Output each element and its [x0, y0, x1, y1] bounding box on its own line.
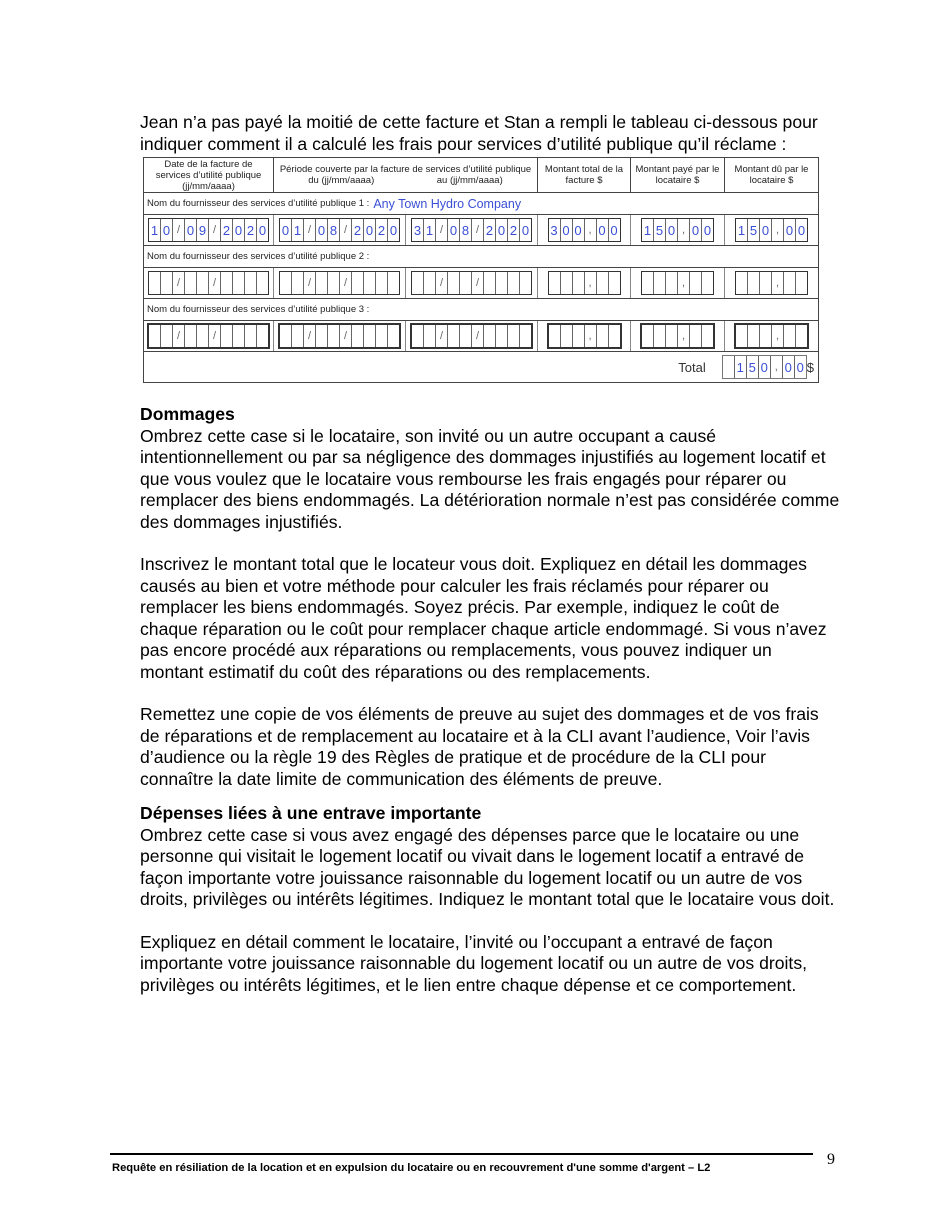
digit-box[interactable] — [666, 272, 678, 294]
period-to-field[interactable] — [411, 271, 532, 295]
decimal-separator: , — [772, 325, 784, 347]
digit-box[interactable] — [424, 325, 436, 347]
provider-1-label: Nom du fournisseur des services d’utilité publique 1 : — [147, 198, 370, 209]
digit-box[interactable]: 0 — [703, 222, 712, 238]
decimal-separator: , — [585, 219, 597, 241]
digit-box[interactable] — [257, 272, 268, 294]
digit-box[interactable]: 0 — [161, 219, 173, 241]
digit-box[interactable] — [642, 325, 654, 347]
digit-box[interactable]: 0 — [573, 219, 585, 241]
digit-box[interactable] — [316, 272, 328, 294]
digit-box[interactable] — [520, 325, 531, 347]
digit-box[interactable] — [460, 272, 472, 294]
digit-box[interactable] — [221, 325, 233, 347]
digit-box[interactable] — [784, 272, 796, 294]
digit-box[interactable] — [796, 272, 807, 294]
digit-box[interactable]: 5 — [747, 356, 759, 378]
digit-box[interactable]: 0 — [690, 219, 702, 241]
digit-box[interactable] — [609, 272, 620, 294]
digit-box[interactable] — [784, 325, 796, 347]
digit-box[interactable] — [702, 272, 713, 294]
table-header — [144, 158, 818, 193]
digit-box[interactable] — [666, 325, 678, 347]
currency-symbol: $ — [806, 359, 814, 375]
damages-paragraph-2: Inscrivez le montant total que le locateur vous doit. Expliquez en détail les dommages causés au bien et votre méthode pour calculer les frais réclamés pour réparer ou remplacer les biens endommagés. Soyez précis. Par exemple, indiquez le coût de chaque réparation ou le coût pour remplacer chaque article endommagé. Si vous n’avez pas encore procédé aux réparations ou remplacements, vous pouvez indiquer un montant estimatif du coût des réparations ou des remplacements. — [140, 554, 827, 682]
digit-box[interactable]: 1 — [736, 219, 748, 241]
col-period-from: du (jj/mm/aaaa) — [308, 175, 375, 186]
date-separator: / — [436, 325, 448, 347]
col-period-to: au (jj/mm/aaaa) — [436, 175, 503, 186]
digit-box[interactable] — [233, 272, 245, 294]
digit-box[interactable] — [388, 325, 399, 347]
digit-box[interactable] — [549, 325, 561, 347]
col-paid: Montant payé par le locataire $ — [631, 158, 725, 192]
digit-box[interactable]: 0 — [759, 356, 771, 378]
digit-box[interactable] — [197, 272, 209, 294]
digit-box[interactable] — [424, 272, 436, 294]
date-separator: / — [209, 219, 221, 241]
digit-box[interactable] — [702, 325, 713, 347]
digit-box[interactable]: 0 — [233, 219, 245, 241]
decimal-separator: , — [678, 272, 690, 294]
damages-paragraph-1: Ombrez cette case si le locataire, son invité ou un autre occupant a causé intentionnellement ou par sa négligence des dommages injustifiés au logement locatif et que vous voulez que le locataire vous rembourse les frais engagés pour réparer ou remplacer des biens endommagés. La détérioration normale n’est pas considérée comme des dommages injustifiés. — [140, 425, 840, 532]
damages-heading: Dommages — [140, 404, 235, 424]
digit-box[interactable]: 0 — [784, 219, 796, 241]
provider-3-row — [144, 299, 818, 321]
bill-date-field[interactable] — [148, 218, 269, 242]
digit-box[interactable]: 0 — [610, 222, 618, 238]
digit-box[interactable] — [376, 325, 388, 347]
digit-box[interactable] — [161, 325, 173, 347]
digit-box[interactable]: 0 — [316, 219, 328, 241]
period-from-field[interactable] — [279, 218, 400, 242]
digit-box[interactable] — [609, 325, 620, 347]
digit-box[interactable] — [597, 325, 609, 347]
decimal-separator: , — [772, 272, 784, 294]
digit-box[interactable]: 2 — [484, 219, 496, 241]
digit-box[interactable]: 0 — [496, 219, 508, 241]
digit-box[interactable]: 5 — [654, 219, 666, 241]
digit-box[interactable] — [748, 272, 760, 294]
digit-box[interactable] — [364, 272, 376, 294]
digit-box[interactable] — [736, 325, 748, 347]
digit-box[interactable] — [496, 325, 508, 347]
period-from-field[interactable] — [279, 271, 400, 295]
digit-box[interactable]: 9 — [197, 219, 209, 241]
digit-box[interactable] — [484, 272, 496, 294]
digit-box[interactable]: 2 — [245, 219, 257, 241]
digit-box[interactable] — [460, 325, 472, 347]
period-to-field[interactable] — [411, 218, 532, 242]
decimal-separator: , — [772, 219, 784, 241]
digit-box[interactable]: 0 — [597, 219, 609, 241]
digit-box[interactable]: 2 — [352, 219, 364, 241]
digit-box[interactable] — [149, 272, 161, 294]
digit-box[interactable] — [388, 272, 399, 294]
digit-box[interactable] — [642, 272, 654, 294]
page-number: 9 — [827, 1151, 835, 1168]
digit-box[interactable] — [161, 272, 173, 294]
digit-box[interactable] — [549, 272, 561, 294]
digit-box[interactable]: 1 — [292, 219, 304, 241]
digit-box[interactable] — [760, 272, 772, 294]
digit-box[interactable] — [561, 325, 573, 347]
period-to-field[interactable] — [410, 323, 533, 349]
period-from-field[interactable] — [278, 323, 401, 349]
digit-box[interactable] — [197, 325, 209, 347]
digit-box[interactable]: 1 — [424, 219, 436, 241]
date-separator: / — [304, 272, 316, 294]
digit-box[interactable]: 1 — [642, 219, 654, 241]
total-label: Total — [678, 359, 706, 375]
digit-box[interactable] — [221, 272, 233, 294]
digit-box[interactable] — [364, 325, 376, 347]
date-separator: / — [436, 219, 448, 241]
date-separator: / — [472, 272, 484, 294]
digit-box[interactable] — [257, 325, 268, 347]
digit-box[interactable] — [352, 325, 364, 347]
digit-box[interactable] — [352, 272, 364, 294]
decimal-separator: , — [678, 219, 690, 241]
page-content — [140, 112, 840, 996]
digit-box[interactable] — [280, 325, 292, 347]
utilities-table — [143, 157, 819, 383]
digit-box[interactable]: 3 — [412, 219, 424, 241]
date-separator: / — [304, 219, 316, 241]
digit-box[interactable]: 0 — [185, 219, 197, 241]
digit-box[interactable] — [723, 356, 735, 378]
footer-title: Requête en résiliation de la location et en expulsion du locataire ou en recouvrement d'une somme d'argent – L2 — [112, 1162, 711, 1174]
digit-box[interactable] — [736, 272, 748, 294]
total-amount-field[interactable] — [548, 218, 621, 242]
total-amount-field[interactable] — [548, 271, 621, 295]
col-bill-date: Date de la facture de services d’utilité publique (jj/mm/aaaa) — [144, 158, 274, 192]
provider-2-row — [144, 246, 818, 268]
digit-box[interactable] — [508, 272, 520, 294]
decimal-separator: , — [771, 356, 783, 378]
digit-box[interactable] — [654, 325, 666, 347]
damages-paragraph-3: Remettez une copie de vos éléments de preuve au sujet des dommages et de vos frais de réparations et de remplacement au locataire et à la CLI avant l’audience, Voir l’avis d’audience ou la règle 19 des Règles de pratique et de procédure de la CLI pour connaître la date limite de communication des éléments de preuve. — [140, 704, 819, 789]
paid-amount-field[interactable] — [641, 271, 714, 295]
date-separator: / — [436, 272, 448, 294]
expenses-heading: Dépenses liées à une entrave importante — [140, 803, 482, 823]
digit-box[interactable] — [748, 325, 760, 347]
digit-box[interactable]: 0 — [796, 359, 804, 375]
digit-box[interactable] — [328, 272, 340, 294]
digit-box[interactable] — [245, 272, 257, 294]
digit-box[interactable] — [654, 272, 666, 294]
digit-box[interactable]: 0 — [389, 222, 398, 238]
paid-amount-field[interactable] — [641, 218, 714, 242]
total-due-field[interactable] — [722, 355, 807, 379]
digit-box[interactable] — [280, 272, 292, 294]
digit-box[interactable] — [292, 272, 304, 294]
bill-date-field[interactable] — [148, 271, 269, 295]
due-amount-field[interactable] — [735, 271, 808, 295]
digit-box[interactable] — [796, 325, 807, 347]
digit-box[interactable] — [412, 325, 424, 347]
digit-box[interactable] — [328, 325, 340, 347]
digit-box[interactable] — [448, 272, 460, 294]
intro-paragraph: Jean n’a pas payé la moitié de cette facture et Stan a rempli le tableau ci-dessous pour indiquer comment il a calculé les frais pour services d’utilité publique qu’il réclame : — [140, 112, 818, 154]
digit-box[interactable]: 0 — [521, 222, 530, 238]
provider-3-values — [144, 321, 818, 352]
digit-box[interactable] — [520, 272, 531, 294]
digit-box[interactable] — [316, 325, 328, 347]
expenses-paragraph-2: Expliquez en détail comment le locataire, l’invité ou l’occupant a entravé de façon importante votre jouissance raisonnable du logement locatif ou un autre de vos droits, privilèges ou intérêts légitimes, et le lien entre chaque dépense et ce comportement. — [140, 931, 807, 995]
digit-box[interactable] — [233, 325, 245, 347]
digit-box[interactable] — [573, 272, 585, 294]
digit-box[interactable] — [690, 325, 702, 347]
col-period-title: Période couverte par la facture de services d’utilité publique — [279, 164, 532, 175]
digit-box[interactable] — [690, 272, 702, 294]
decimal-separator: , — [678, 325, 690, 347]
col-period — [274, 158, 538, 192]
digit-box[interactable] — [245, 325, 257, 347]
col-total: Montant total de la facture $ — [538, 158, 631, 192]
digit-box[interactable] — [376, 272, 388, 294]
paid-amount-field[interactable] — [640, 323, 715, 349]
digit-box[interactable]: 0 — [258, 222, 267, 238]
date-separator: / — [340, 272, 352, 294]
digit-box[interactable]: 5 — [748, 219, 760, 241]
digit-box[interactable]: 0 — [280, 219, 292, 241]
digit-box[interactable]: 3 — [549, 219, 561, 241]
provider-1-name[interactable]: Any Town Hydro Company — [373, 196, 522, 211]
provider-2-values — [144, 268, 818, 299]
digit-box[interactable]: 0 — [783, 356, 795, 378]
digit-box[interactable] — [561, 272, 573, 294]
digit-box[interactable]: 0 — [797, 222, 806, 238]
digit-box[interactable] — [597, 272, 609, 294]
decimal-separator: , — [585, 272, 597, 294]
digit-box[interactable] — [508, 325, 520, 347]
digit-box[interactable] — [496, 272, 508, 294]
digit-box[interactable] — [448, 325, 460, 347]
provider-1-values — [144, 215, 818, 246]
digit-box[interactable]: 8 — [460, 219, 472, 241]
digit-box[interactable] — [412, 272, 424, 294]
total-amount-field[interactable] — [547, 323, 622, 349]
date-separator: / — [173, 272, 185, 294]
bill-date-field[interactable] — [147, 323, 270, 349]
date-separator: / — [209, 272, 221, 294]
due-amount-field[interactable] — [735, 218, 808, 242]
digit-box[interactable]: 1 — [735, 356, 747, 378]
digit-box[interactable] — [484, 325, 496, 347]
digit-box[interactable] — [292, 325, 304, 347]
date-separator: / — [173, 325, 185, 347]
provider-3-label: Nom du fournisseur des services d’utilité publique 3 : — [147, 304, 370, 315]
date-separator: / — [472, 219, 484, 241]
date-separator: / — [304, 325, 316, 347]
date-separator: / — [209, 325, 221, 347]
col-due: Montant dû par le locataire $ — [734, 164, 809, 186]
provider-2-label: Nom du fournisseur des services d’utilité publique 2 : — [147, 251, 370, 262]
digit-box[interactable]: 2 — [376, 219, 388, 241]
digit-box[interactable] — [185, 325, 197, 347]
footer-divider — [110, 1153, 813, 1155]
digit-box[interactable]: 0 — [561, 219, 573, 241]
digit-box[interactable]: 1 — [149, 219, 161, 241]
digit-box[interactable]: 0 — [666, 219, 678, 241]
total-row — [144, 352, 818, 382]
digit-box[interactable] — [149, 325, 161, 347]
digit-box[interactable] — [573, 325, 585, 347]
decimal-separator: , — [585, 325, 597, 347]
digit-box[interactable]: 2 — [221, 219, 233, 241]
digit-box[interactable]: 0 — [448, 219, 460, 241]
due-amount-field[interactable] — [734, 323, 809, 349]
digit-box[interactable]: 0 — [760, 219, 772, 241]
provider-1-row — [144, 193, 818, 215]
date-separator: / — [340, 325, 352, 347]
date-separator: / — [340, 219, 352, 241]
expenses-paragraph-1: Ombrez cette case si vous avez engagé des dépenses parce que le locataire ou une personne qui visitait le logement locatif ou vivait dans le logement locatif a entravé de façon importante votre jouissance raisonnable du logement locatif ou un autre de vos droits, privilèges ou intérêts légitimes. Indiquez le montant total que le locataire vous doit. — [140, 824, 835, 909]
digit-box[interactable]: 0 — [364, 219, 376, 241]
date-separator: / — [472, 325, 484, 347]
digit-box[interactable] — [760, 325, 772, 347]
date-separator: / — [173, 219, 185, 241]
digit-box[interactable]: 8 — [328, 219, 340, 241]
digit-box[interactable]: 2 — [508, 219, 520, 241]
digit-box[interactable] — [185, 272, 197, 294]
